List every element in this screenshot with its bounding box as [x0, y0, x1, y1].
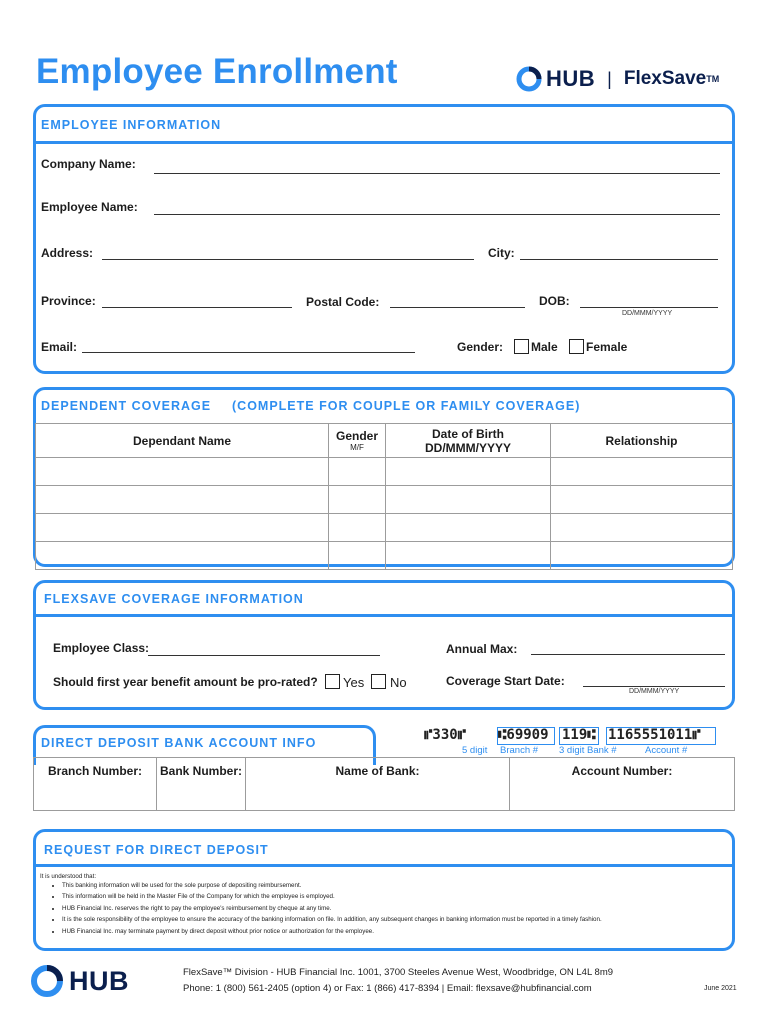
cheque-caption-5digit: 5 digit	[462, 745, 488, 756]
bank-account-table	[33, 757, 735, 811]
cheque-caption-account: Account #	[645, 745, 688, 756]
cheque-account: 1165551011⑈	[608, 727, 701, 743]
account-number-label: Account Number:	[571, 764, 673, 778]
col-gender: Gender M/F	[329, 424, 386, 458]
gender-cell[interactable]	[329, 486, 386, 514]
brand-separator: |	[607, 68, 612, 89]
brand-hub-text: HUB	[546, 66, 596, 91]
list-item: • HUB Financial Inc. reserves the right to pay the employee's reimbursement by cheque at any time.	[62, 905, 730, 912]
table-row	[36, 542, 733, 570]
employee-information-section	[33, 104, 735, 374]
relationship-cell[interactable]	[551, 514, 733, 542]
brand-flexsave-text: FlexSave	[623, 68, 707, 89]
coverage-start-date-field[interactable]	[583, 686, 725, 687]
cheque-prefix: ⑈330⑈	[424, 727, 467, 743]
dob-field[interactable]	[580, 307, 718, 308]
col-dependant-name: Dependant Name	[36, 424, 329, 458]
bank-number-label: Bank Number:	[159, 764, 242, 778]
postal-code-label: Postal Code:	[306, 295, 380, 309]
employee-information-heading: EMPLOYEE INFORMATION	[41, 118, 222, 132]
city-field[interactable]	[520, 259, 718, 260]
footer-logo	[30, 964, 129, 998]
cheque-caption-branch: Branch #	[500, 745, 539, 756]
dependent-coverage-heading: DEPENDENT COVERAGE	[41, 399, 212, 413]
address-label: Address:	[41, 246, 94, 260]
address-field[interactable]	[102, 259, 474, 260]
prorated-question-label: Should first year benefit amount be pro-rated?	[53, 675, 318, 689]
gender-cell[interactable]	[329, 514, 386, 542]
employee-class-label: Employee Class:	[53, 641, 150, 655]
prorated-yes-checkbox[interactable]	[325, 674, 340, 689]
dependant-name-cell[interactable]	[36, 486, 329, 514]
dob-cell[interactable]	[386, 542, 551, 570]
relationship-cell[interactable]	[551, 542, 733, 570]
city-label: City:	[488, 246, 515, 260]
dob-cell[interactable]	[386, 514, 551, 542]
branch-number-cell[interactable]	[34, 758, 157, 811]
table-row	[36, 458, 733, 486]
list-item: • It is the sole responsibility of the employee to ensure the accuracy of the banking information on file. In addition, any subsequent changes in banking information must be reported in a timely fashion.	[62, 916, 730, 923]
employee-class-field[interactable]	[148, 655, 380, 656]
gender-cell[interactable]	[329, 542, 386, 570]
email-label: Email:	[41, 340, 78, 354]
coverage-start-date-hint: DD/MMM/YYYY	[629, 688, 680, 695]
gender-female-label: Female	[586, 340, 628, 354]
page-title: Employee Enrollment	[36, 52, 398, 91]
dob-format-hint: DD/MMM/YYYY	[622, 310, 673, 317]
bank-name-label: Name of Bank:	[335, 764, 420, 778]
table-row	[36, 486, 733, 514]
dependent-coverage-subheading: (COMPLETE FOR COUPLE OR FAMILY COVERAGE)	[232, 399, 581, 413]
province-label: Province:	[41, 294, 96, 308]
relationship-cell[interactable]	[551, 486, 733, 514]
revision-date: June 2021	[704, 985, 737, 992]
cheque-caption-bank: 3 digit Bank #	[559, 745, 617, 756]
employee-name-field[interactable]	[154, 214, 720, 215]
prorated-no-checkbox[interactable]	[371, 674, 386, 689]
gender-female-checkbox[interactable]	[569, 339, 584, 354]
list-item: • This information will be held in the Master File of the Company for which the employee is employed.	[62, 893, 730, 900]
annual-max-field[interactable]	[531, 654, 725, 655]
col-date-of-birth: Date of Birth DD/MMM/YYYY	[386, 424, 551, 458]
dob-cell[interactable]	[386, 458, 551, 486]
dob-cell[interactable]	[386, 486, 551, 514]
section-divider	[33, 141, 735, 144]
gender-male-checkbox[interactable]	[514, 339, 529, 354]
brand-logo	[516, 64, 719, 94]
flexsave-coverage-heading: FLEXSAVE COVERAGE INFORMATION	[44, 592, 304, 606]
branch-number-label: Branch Number:	[47, 764, 142, 778]
email-field[interactable]	[82, 352, 415, 353]
hub-logo-icon	[30, 964, 64, 998]
account-number-cell[interactable]	[510, 758, 735, 811]
bank-name-cell[interactable]	[246, 758, 510, 811]
company-name-field[interactable]	[154, 173, 720, 174]
footer-contact-line: Phone: 1 (800) 561-2405 (option 4) or Fax: 1 (866) 417-8394 | Email: flexsave@hubfinancial.com	[183, 983, 592, 994]
col-relationship: Relationship	[551, 424, 733, 458]
footer-address	[183, 965, 653, 997]
gender-label: Gender:	[457, 340, 504, 354]
dependent-table	[35, 423, 733, 570]
list-item: • This banking information will be used for the sole purpose of depositing reimbursement.	[62, 882, 730, 889]
annual-max-label: Annual Max:	[446, 642, 518, 656]
table-row	[36, 514, 733, 542]
footer-address-line: FlexSave™ Division - HUB Financial Inc. 1001, 3700 Steeles Avenue West, Woodbridge, ON L4L 8m9	[183, 967, 614, 978]
coverage-start-date-label: Coverage Start Date:	[446, 674, 565, 688]
section-divider	[33, 864, 735, 867]
footer-logo-text: HUB	[69, 965, 129, 996]
dob-label: DOB:	[539, 294, 570, 308]
postal-code-field[interactable]	[390, 307, 525, 308]
cheque-branch: ⑆69909	[498, 727, 549, 743]
dependant-name-cell[interactable]	[36, 514, 329, 542]
dependant-name-cell[interactable]	[36, 542, 329, 570]
gender-male-label: Male	[531, 340, 558, 354]
col-gender-sub: M/F	[350, 443, 364, 452]
relationship-cell[interactable]	[551, 458, 733, 486]
request-direct-deposit-heading: REQUEST FOR DIRECT DEPOSIT	[44, 843, 269, 857]
gender-cell[interactable]	[329, 458, 386, 486]
request-terms	[40, 873, 730, 939]
bank-account-heading: DIRECT DEPOSIT BANK ACCOUNT INFO	[41, 736, 317, 750]
prorated-no-label: No	[390, 675, 407, 690]
dependant-name-cell[interactable]	[36, 458, 329, 486]
list-item: • HUB Financial Inc. may terminate payment by direct deposit without prior notice or authorization for the employee.	[62, 928, 730, 935]
company-name-label: Company Name:	[41, 157, 136, 171]
bank-number-cell[interactable]	[157, 758, 246, 811]
prorated-yes-label: Yes	[343, 675, 365, 690]
brand-tm: TM	[706, 74, 720, 84]
hub-logo-icon	[516, 66, 542, 92]
cheque-bank: 119⑆	[562, 727, 596, 743]
employee-name-label: Employee Name:	[41, 200, 138, 214]
request-intro: It is understood that:	[40, 873, 97, 880]
province-field[interactable]	[102, 307, 292, 308]
section-divider	[33, 614, 735, 617]
